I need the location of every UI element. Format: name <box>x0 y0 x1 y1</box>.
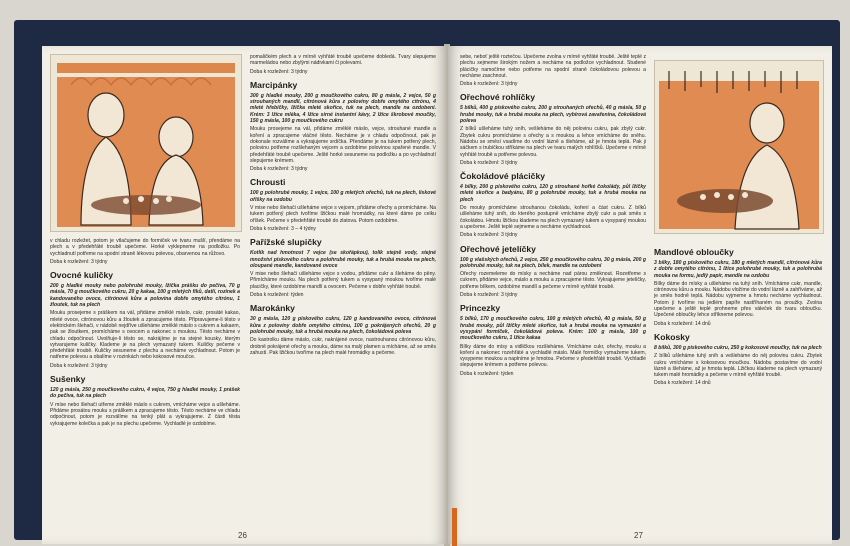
recipe-ingredients: 5 bílků, 170 g moučkového cukru, 100 g mletých ořechů, 40 g másla, 50 g hrubé mouky, půl lžičky mleté skořice, tuk a hrubá mouka na vymazání a vysypání formiček, čokoládová poleva. Krém: 100 g másla, 100 g moučkového cukru, 1 lžíce kakaa <box>460 316 646 342</box>
storage-time: Doba k rozležení: týden <box>460 370 514 377</box>
storage-time: Doba k rozležení: 3 – 4 týdny <box>250 225 316 232</box>
left-page-column-2 <box>250 54 436 358</box>
recipe-title: Pařížské slupičky <box>250 237 322 248</box>
storage-time: Doba k rozležení: 3 týdny <box>460 81 518 88</box>
recipe-ingredients: 300 g hladké mouky, 200 g moučkového cukru, 80 g másla, 2 vejce, 50 g strouhaných mandlí, citrónová kůra z poloviny dobře omytého citrónu, 4 mleté hřebíčky, lžička mleté skořice, tuk na plech, mandle na ozdobení. Krém: 3 lžíce mléka, 4 lžíce sirné instantní kávy, 2 lžíce škrobové moučky, 150 g másla, 100 g moučkového cukru <box>250 92 436 125</box>
recipe-title: Sušenky <box>50 374 86 385</box>
book-spread <box>14 20 840 540</box>
recipe-ingredients: 200 g hladké mouky nebo polohrubé mouky, lžička prášku do pečiva, 70 g másla, 70 g moučkového cukru, 20 g kakaa, 100 g mletých fíků, datlí, rozinek a kandovaného ovoce, citrónová kůra a polovina dobře omytého citrónu, 1 žloutek, tuk na plech <box>50 283 240 309</box>
recipe-ingredients: 120 g másla, 250 g moučkového cukru, 4 vejce, 750 g hladké mouky, 1 prášek do pečiva, tuk na plech <box>50 387 240 400</box>
left-page <box>42 46 446 544</box>
recipe-instructions: Bílky dáme do mísy a vidličkou rozšleháme. Vmícháme cukr, ořechy, mouku a koření a nakonec rozehřáté a vychladlé máslo. Malé formičky vymažeme tukem, vysypeme moukou a naplníme je hmotou. Pečeme v předehřáté troubě. Vychladlé slepujeme krémem a potřeme polevou. <box>460 343 646 369</box>
page-number: 27 <box>634 531 643 540</box>
recipe-ingredients: Kotlík nad hmotnost 7 vejce (se skořápkou), tolik stejně vody, stejné množství pískového cukru a polohrubé mouky, tuk a hrubá mouka na plech, oloupané mandle, kandované ovoce <box>250 250 436 269</box>
storage-time: Doba k rozležení: 3 týdny <box>460 159 518 166</box>
bookmark-ribbon <box>452 508 457 546</box>
recipe-instructions: Bílky dáme do mísky a ušleháme na tuhý sníh. Vmícháme cukr, mandle, citrónovou kůru a mouku. Nádobu vložíme do vodní lázně a zahříváme, až je směs hodně teplá. Nádobu vyjmeme a hmotu necháme vychladnout. Potom ji tvoříme na jedlém papíře nastříhaném na proužky. Zvolna upečeme a ještě teplé prohneme přes váleček do tvaru obloučku. Upečené obloučky lehce stříkneme polevou. <box>654 280 822 319</box>
recipe-title: Mandlové obloučky <box>654 247 734 257</box>
intro-paragraph: pomaličkém plech a v mírně vyhřáté troubě upečeme dobledá. Tvary slepujeme marmeládou nebo zbylými nádivkami či polevami. <box>250 54 436 67</box>
storage-time: Doba k rozležení: 14 dnů <box>654 320 711 327</box>
left-page-column-1 <box>50 238 240 429</box>
storage-time: Doba k rozležení: 3 týdny <box>50 362 108 369</box>
recipe-instructions: Do mouky promícháme strouhanou čokoládu, koření a část cukru. Z bílků ušleháme tuhý sníh, do kterého postupně vmícháme zbylý cukr a pak směs s čokoládou. Hmotu lžičkou klademe na plech vymazaný tukem a vysypaný moukou a upečeme. Ještě teplé sejmeme a necháme vychladnout. <box>460 205 646 230</box>
recipe-instructions: V mise nebo šlehači ušleháme vejce s vejcem, přidáme ořechy a promícháme. Na tukem potřený plech tvoříme lžičkou malé hromádky, na které dáme po celku oříšek. Pečeme v předehřáté troubě do zlatova. Potom ozdobíme. <box>250 205 436 224</box>
woman-with-cookies-illustration <box>654 60 824 234</box>
right-page-column-1 <box>460 54 646 380</box>
recipe-instructions: Z bílků ušleháme tuhý sníh, vešleháme do něj polovinu cukru, pak zbylý cukr. Zbytek cukru promícháme s ořechy a s moukou a lehce vmícháme do sněhu. Nádobu se směsí vsadíme do vodní lázně a šleháme, až je hmota teplá. Pak ji sáčkem s trubičkou stříkáme na plech ve tvaru malých rohlíčků. Upečeme v mírně vyhřáté troubě a potřeme polevou. <box>460 126 646 158</box>
storage-time: Doba k rozležení: 3 týdny <box>460 232 518 239</box>
right-page-column-2 <box>654 242 822 390</box>
recipe-ingredients: 100 g polohrubé mouky, 1 vejce, 100 g mletých ořechů, tuk na plech, lískové oříšky na ozdobu <box>250 190 436 203</box>
recipe-instructions: Mouku prosejeme na vál, přidáme změklé máslo, vejce, strouhané mandle a koření a zpracujeme vláčné těsto. Necháme je v chladu odpočinout, pak je dokonale rozválíme a vykrajujeme srdíčka. Přendáme je na tukem potřený plech, polovinu potřeme rozšlehaným vejcem a ozdobíme polovinou spařené mandle. V předehřáté troubě upečeme. Ještě horké sesuneme na podložku a po vychladnutí slepujeme krémem. <box>250 126 436 164</box>
recipe-instructions: Do kastrolku dáme máslo, cukr, nakrájené ovoce, nastrouhanou citrónovou kůru, drobně pokrájené ořechy a mouku, dáme na malý plamen a mícháme, až se směs zahustí. Pak lžičkou tvoříme na plech malé hromádky a pečeme. <box>250 337 436 356</box>
recipe-title: Marcipánky <box>250 79 298 90</box>
storage-time: Doba k rozležení: týden <box>250 292 304 299</box>
recipe-instructions: Ořechy rozemeleme do mísky a necháme nad párou změknout. Rozetřeme s cukrem, přidáme vejce, máslo a mouku a zpracujeme těsto. Vykrajujeme jetelíčky, potřeme bílkem, ozdobíme mandlí a pečeme v mírně vyhřáté troubě. <box>460 271 646 290</box>
recipe-title: Ořechové jetelíčky <box>460 243 536 254</box>
recipe-ingredients: 3 bílky, 180 g pískového cukru, 180 g mletých mandlí, citrónová kůra z dobře omytého citrónu, 1 lžíce polohrubé mouky, tuk a polohrubá mouka na formu, jedlý papír, mandle na ozdobu <box>654 260 822 279</box>
right-page <box>448 46 832 544</box>
recipe-instructions: V míse nebo šlehači utřeme změklé máslo s cukrem, vmícháme vejce a ušleháme. Přidáme prosátou mouku s práškem a zpracujeme těsto. Těsto necháme ve chladu odpočinout, potom je rozválíme na tenký plát a vykrajujeme. Z části těsta vykrajujeme kolečka a pak je na plechu upečeme. Vychladlé je ozdobíme. <box>50 401 240 427</box>
recipe-title: Marokánky <box>250 303 295 314</box>
recipe-ingredients: 30 g másla, 120 g pískového cukru, 120 g kandovaného ovoce, citrónová kůra z poloviny dobře omytého citrónu, 100 g pokrájených ořechů, 20 g polohrubé mouky, tuk a hrubá mouka na plech, čokoládová poleva <box>250 316 436 335</box>
recipe-title: Chrousti <box>250 177 286 188</box>
recipe-ingredients: 8 bílků, 300 g pískového cukru, 250 g kokosové moučky, tuk na plech <box>654 344 822 351</box>
storage-time: Doba k rozležení: 3 týdny <box>50 258 108 265</box>
page-number: 26 <box>238 531 247 540</box>
recipe-title: Ořechové rohlíčky <box>460 92 535 103</box>
recipe-instructions: Mouku prosejeme s práškem na vál, přidáme změklé máslo, cukr, prosáté kakao, mleté ovoce, citrónovou kůru a žloutek a zpracujeme těsto. Připravujeme-li těsto v elektrickém šlehači, v nádobě nejdříve ušleháme změklé máslo s cukrem a kakaem, pak se žloutkem, promícháme s ovocem a nakonec s moukou. Těsto necháme v chladu odpočinout. Uvolňuje-li těsto se, nakrájíme je na stejné kousky, kterým vytvarujeme kuličky. Klademe je na plech vymazaný tukem. Kuličky pečeme v předehřáté troubě. Kuličky sesuneme z plechu a necháme vychladnout. Potom je natřeme polevou a obalíme v rozinkách nebo kokosové moučce. <box>50 310 240 361</box>
storage-time: Doba k rozležení: 3 týdny <box>250 68 308 75</box>
storage-time: Doba k rozležení: 3 týdny <box>250 166 308 173</box>
recipe-title: Čokoládové plácičky <box>460 171 546 182</box>
recipe-title: Kokosky <box>654 331 690 342</box>
recipe-title: Ovocné kuličky <box>50 270 114 281</box>
recipe-ingredients: 100 g vlašských ořechů, 2 vejce, 250 g moučkového cukru, 30 g másla, 200 g polohrubé mouky, tuk na plech, bílek, mandle na ozdobení <box>460 256 646 269</box>
recipe-ingredients: 4 bílky, 200 g pískového cukru, 120 g strouhané hořké čokolády, půl lžičky mleté skořice a badyánu, 80 g polohrubé mouky, tuk a hrubá mouka na plech <box>460 184 646 203</box>
recipe-instructions: V mise nebo šlehači ušleháme vejce s vodou, přidáme cukr a šleháme do pěny. Přimícháme mouku. Na plech potřený tukem a vysypaný moukou tvoříme malé placičky, které ozdobíme mandlí a ovocem. Pečeme v dobře vyhřáté troubě. <box>250 271 436 290</box>
recipe-ingredients: 5 bílků, 400 g pískového cukru, 200 g strouhaných ořechů, 40 g másla, 50 g hrubé mouky, tuk a hrubá mouka na plech, vybírová zavařenina, čokoládová poleva <box>460 105 646 125</box>
storage-time: Doba k rozležení: 3 týdny <box>460 292 518 299</box>
intro-paragraph: v chladu rozležet, potom je vtlačujeme do formiček ve tvaru mušlí, přendáme na plech a v předehřáté troubě upečeme. Horké vyklepneme na podložku. Po vychladnutí potřeme na spodní straně lékovou polevou, obarvenou na růžovo. <box>50 238 240 257</box>
intro-paragraph: sebe, neboť ještě roztečou. Upečeme zvolna v mírně vyhřáté troubě. Ještě teplé z plechu sejmeme širokým nožem a necháme na podložce vychladnout. Studené plácičky namočíme nebo potřeme na spodní straně čokoládovou polevou a necháme zaschnout. <box>460 54 646 79</box>
storage-time: Doba k rozležení: 14 dnů <box>654 380 711 387</box>
recipe-instructions: Z bílků ušleháme tuhý sníh a vešleháme do něj polovinu cukru. Zbytek cukru vmícháme s kokosovou moučkou. Nádobu postavíme do vodní lázně a šleháme, až je hmota teplá. Lžičkou klademe na plech vymazaný tukem malé hromádky a pečeme v mírně vyhřáté troubě. <box>654 353 822 379</box>
women-baking-illustration <box>50 54 242 232</box>
recipe-title: Princezky <box>460 303 501 314</box>
